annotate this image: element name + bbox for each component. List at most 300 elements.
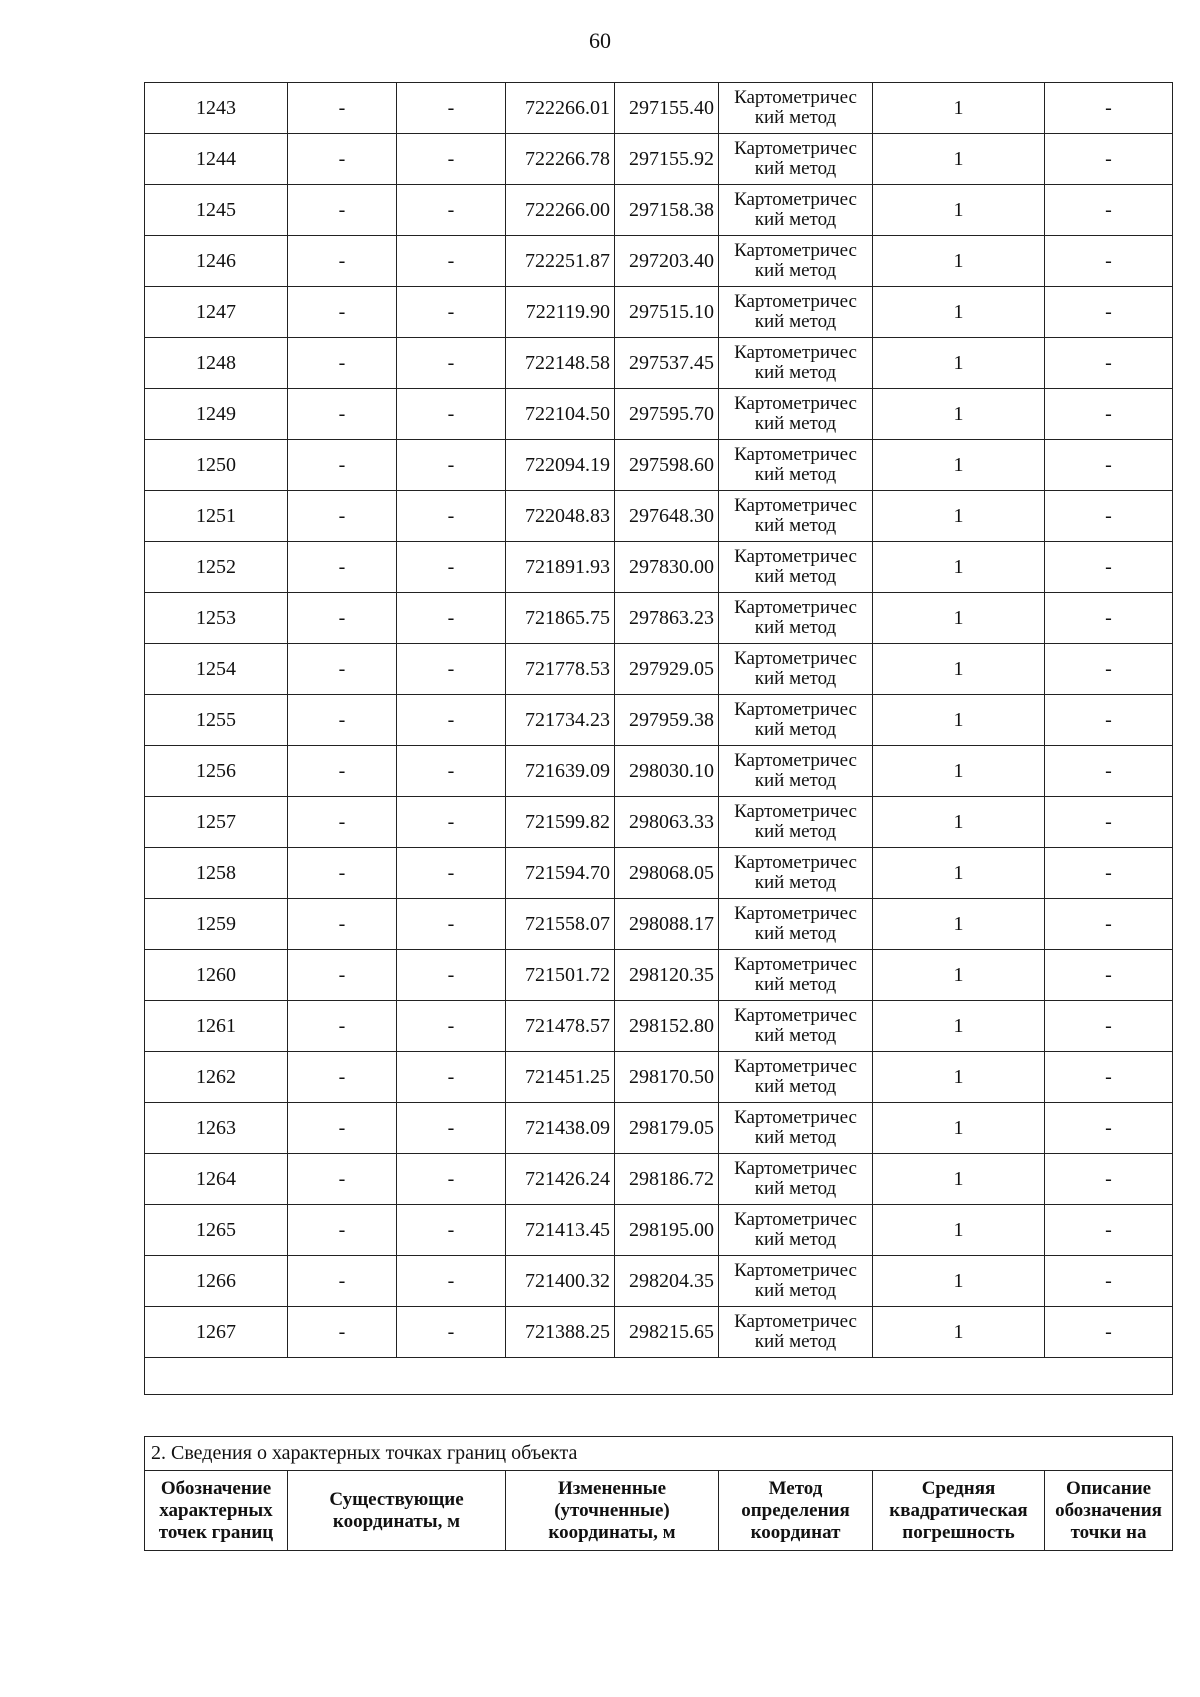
method-line: Картометричес xyxy=(734,1005,857,1026)
x-coordinate-cell: 721413.45 xyxy=(506,1205,615,1256)
existing-y-cell: - xyxy=(397,1205,506,1256)
description-cell: - xyxy=(1045,899,1173,950)
header-line: Описание xyxy=(1065,1477,1152,1499)
method-line: кий метод xyxy=(754,311,837,332)
y-coordinate-cell: 297598.60 xyxy=(615,440,719,491)
description-cell: - xyxy=(1045,1256,1173,1307)
y-coordinate-cell: 297537.45 xyxy=(615,338,719,389)
method-line: Картометричес xyxy=(734,954,857,975)
existing-y-cell: - xyxy=(397,338,506,389)
method-line: Картометричес xyxy=(734,444,857,465)
method-line: кий метод xyxy=(754,974,837,995)
method-line: Картометричес xyxy=(734,189,857,210)
method-line: Картометричес xyxy=(734,87,857,108)
point-id-cell: 1245 xyxy=(145,185,288,236)
header-changed-coords xyxy=(506,1471,719,1551)
method-line: кий метод xyxy=(754,413,837,434)
method-cell xyxy=(719,1001,873,1052)
x-coordinate-cell: 721865.75 xyxy=(506,593,615,644)
table-row xyxy=(145,1256,1173,1307)
method-line: кий метод xyxy=(754,668,837,689)
existing-x-cell: - xyxy=(288,338,397,389)
x-coordinate-cell: 721426.24 xyxy=(506,1154,615,1205)
existing-x-cell: - xyxy=(288,1001,397,1052)
description-cell: - xyxy=(1045,1052,1173,1103)
existing-x-cell: - xyxy=(288,440,397,491)
description-cell: - xyxy=(1045,1154,1173,1205)
method-cell xyxy=(719,134,873,185)
description-cell: - xyxy=(1045,236,1173,287)
description-cell: - xyxy=(1045,848,1173,899)
description-cell: - xyxy=(1045,644,1173,695)
method-line: кий метод xyxy=(754,260,837,281)
method-cell xyxy=(719,1307,873,1358)
existing-y-cell: - xyxy=(397,848,506,899)
existing-x-cell: - xyxy=(288,83,397,134)
accuracy-cell: 1 xyxy=(873,1001,1045,1052)
point-id-cell: 1244 xyxy=(145,134,288,185)
method-line: Картометричес xyxy=(734,1209,857,1230)
method-line: кий метод xyxy=(754,362,837,383)
description-cell: - xyxy=(1045,1307,1173,1358)
method-line: кий метод xyxy=(754,872,837,893)
existing-y-cell: - xyxy=(397,542,506,593)
table-row xyxy=(145,1103,1173,1154)
method-line: Картометричес xyxy=(734,750,857,771)
accuracy-cell: 1 xyxy=(873,134,1045,185)
header-line: погрешность xyxy=(902,1521,1015,1543)
accuracy-cell: 1 xyxy=(873,746,1045,797)
existing-y-cell: - xyxy=(397,1154,506,1205)
point-id-cell: 1250 xyxy=(145,440,288,491)
method-line: кий метод xyxy=(754,923,837,944)
existing-y-cell: - xyxy=(397,83,506,134)
existing-x-cell: - xyxy=(288,644,397,695)
header-line: обозначения xyxy=(1055,1499,1162,1521)
method-cell xyxy=(719,797,873,848)
table-row xyxy=(145,134,1173,185)
table-row xyxy=(145,83,1173,134)
table-row xyxy=(145,491,1173,542)
method-line: Картометричес xyxy=(734,1260,857,1281)
description-cell: - xyxy=(1045,746,1173,797)
description-cell: - xyxy=(1045,695,1173,746)
x-coordinate-cell: 722266.00 xyxy=(506,185,615,236)
point-id-cell: 1249 xyxy=(145,389,288,440)
y-coordinate-cell: 298215.65 xyxy=(615,1307,719,1358)
method-cell xyxy=(719,746,873,797)
header-line: Средняя xyxy=(921,1477,996,1499)
method-line: Картометричес xyxy=(734,546,857,567)
existing-y-cell: - xyxy=(397,287,506,338)
description-cell: - xyxy=(1045,440,1173,491)
y-coordinate-cell: 297929.05 xyxy=(615,644,719,695)
method-line: Картометричес xyxy=(734,1311,857,1332)
point-id-cell: 1246 xyxy=(145,236,288,287)
existing-y-cell: - xyxy=(397,1307,506,1358)
description-cell: - xyxy=(1045,542,1173,593)
method-line: кий метод xyxy=(754,515,837,536)
existing-y-cell: - xyxy=(397,1103,506,1154)
accuracy-cell: 1 xyxy=(873,1154,1045,1205)
method-cell xyxy=(719,1256,873,1307)
x-coordinate-cell: 722048.83 xyxy=(506,491,615,542)
x-coordinate-cell: 722094.19 xyxy=(506,440,615,491)
header-line: координаты, м xyxy=(548,1521,676,1543)
x-coordinate-cell: 722266.78 xyxy=(506,134,615,185)
y-coordinate-cell: 297595.70 xyxy=(615,389,719,440)
blank-cell xyxy=(145,1358,1173,1395)
existing-y-cell: - xyxy=(397,1001,506,1052)
method-cell xyxy=(719,185,873,236)
existing-y-cell: - xyxy=(397,134,506,185)
header-line: характерных xyxy=(159,1499,273,1521)
description-cell: - xyxy=(1045,287,1173,338)
method-cell xyxy=(719,83,873,134)
method-cell xyxy=(719,338,873,389)
accuracy-cell: 1 xyxy=(873,440,1045,491)
description-cell: - xyxy=(1045,134,1173,185)
description-cell: - xyxy=(1045,593,1173,644)
y-coordinate-cell: 297158.38 xyxy=(615,185,719,236)
existing-y-cell: - xyxy=(397,389,506,440)
header-line: (уточненные) xyxy=(554,1499,670,1521)
table-row xyxy=(145,899,1173,950)
section2-title: 2. Сведения о характерных точках границ объекта xyxy=(145,1437,1173,1471)
table-row xyxy=(145,236,1173,287)
existing-y-cell: - xyxy=(397,1256,506,1307)
header-line: определения xyxy=(741,1499,850,1521)
y-coordinate-cell: 298088.17 xyxy=(615,899,719,950)
page-number: 60 xyxy=(589,28,611,53)
header-line: Обозначение xyxy=(160,1477,272,1499)
method-cell xyxy=(719,389,873,440)
point-id-cell: 1247 xyxy=(145,287,288,338)
table-row xyxy=(145,950,1173,1001)
existing-y-cell: - xyxy=(397,797,506,848)
accuracy-cell: 1 xyxy=(873,1307,1045,1358)
accuracy-cell: 1 xyxy=(873,542,1045,593)
accuracy-cell: 1 xyxy=(873,83,1045,134)
y-coordinate-cell: 297203.40 xyxy=(615,236,719,287)
method-line: кий метод xyxy=(754,1331,837,1352)
accuracy-cell: 1 xyxy=(873,491,1045,542)
header-line: Существующие xyxy=(329,1488,464,1510)
point-id-cell: 1267 xyxy=(145,1307,288,1358)
point-id-cell: 1257 xyxy=(145,797,288,848)
method-line: кий метод xyxy=(754,1025,837,1046)
existing-y-cell: - xyxy=(397,440,506,491)
table-row xyxy=(145,593,1173,644)
existing-y-cell: - xyxy=(397,644,506,695)
description-cell: - xyxy=(1045,1001,1173,1052)
point-id-cell: 1266 xyxy=(145,1256,288,1307)
header-point-designation xyxy=(145,1471,288,1551)
method-line: кий метод xyxy=(754,107,837,128)
method-cell xyxy=(719,848,873,899)
existing-y-cell: - xyxy=(397,950,506,1001)
existing-x-cell: - xyxy=(288,1052,397,1103)
point-id-cell: 1262 xyxy=(145,1052,288,1103)
existing-x-cell: - xyxy=(288,287,397,338)
y-coordinate-cell: 297648.30 xyxy=(615,491,719,542)
method-line: кий метод xyxy=(754,566,837,587)
y-coordinate-cell: 298068.05 xyxy=(615,848,719,899)
method-line: Картометричес xyxy=(734,597,857,618)
point-id-cell: 1243 xyxy=(145,83,288,134)
point-id-cell: 1260 xyxy=(145,950,288,1001)
method-line: Картометричес xyxy=(734,648,857,669)
header-existing-coords xyxy=(288,1471,506,1551)
existing-x-cell: - xyxy=(288,1307,397,1358)
header-line: Метод xyxy=(768,1477,823,1499)
point-id-cell: 1254 xyxy=(145,644,288,695)
existing-y-cell: - xyxy=(397,695,506,746)
y-coordinate-cell: 298170.50 xyxy=(615,1052,719,1103)
existing-x-cell: - xyxy=(288,797,397,848)
boundary-points-table xyxy=(144,82,1173,1395)
method-line: кий метод xyxy=(754,158,837,179)
method-line: кий метод xyxy=(754,821,837,842)
method-line: Картометричес xyxy=(734,393,857,414)
description-cell: - xyxy=(1045,185,1173,236)
point-id-cell: 1261 xyxy=(145,1001,288,1052)
point-id-cell: 1263 xyxy=(145,1103,288,1154)
table-row xyxy=(145,338,1173,389)
accuracy-cell: 1 xyxy=(873,593,1045,644)
x-coordinate-cell: 722104.50 xyxy=(506,389,615,440)
method-line: Картометричес xyxy=(734,1107,857,1128)
header-accuracy xyxy=(873,1471,1045,1551)
x-coordinate-cell: 721478.57 xyxy=(506,1001,615,1052)
header-line: квадратическая xyxy=(889,1499,1028,1521)
method-cell xyxy=(719,1205,873,1256)
point-id-cell: 1256 xyxy=(145,746,288,797)
x-coordinate-cell: 721400.32 xyxy=(506,1256,615,1307)
method-line: кий метод xyxy=(754,617,837,638)
method-line: кий метод xyxy=(754,719,837,740)
existing-y-cell: - xyxy=(397,1052,506,1103)
section2-table xyxy=(144,1436,1173,1551)
existing-x-cell: - xyxy=(288,899,397,950)
x-coordinate-cell: 721734.23 xyxy=(506,695,615,746)
existing-y-cell: - xyxy=(397,746,506,797)
description-cell: - xyxy=(1045,389,1173,440)
x-coordinate-cell: 721891.93 xyxy=(506,542,615,593)
method-line: Картометричес xyxy=(734,1158,857,1179)
x-coordinate-cell: 721451.25 xyxy=(506,1052,615,1103)
point-id-cell: 1252 xyxy=(145,542,288,593)
accuracy-cell: 1 xyxy=(873,389,1045,440)
method-line: Картометричес xyxy=(734,1056,857,1077)
y-coordinate-cell: 298204.35 xyxy=(615,1256,719,1307)
existing-x-cell: - xyxy=(288,1103,397,1154)
x-coordinate-cell: 721558.07 xyxy=(506,899,615,950)
existing-x-cell: - xyxy=(288,542,397,593)
method-cell xyxy=(719,236,873,287)
method-cell xyxy=(719,1103,873,1154)
y-coordinate-cell: 298120.35 xyxy=(615,950,719,1001)
description-cell: - xyxy=(1045,338,1173,389)
existing-x-cell: - xyxy=(288,848,397,899)
y-coordinate-cell: 298063.33 xyxy=(615,797,719,848)
accuracy-cell: 1 xyxy=(873,1103,1045,1154)
table-row xyxy=(145,1001,1173,1052)
y-coordinate-cell: 297155.40 xyxy=(615,83,719,134)
method-cell xyxy=(719,542,873,593)
description-cell: - xyxy=(1045,950,1173,1001)
x-coordinate-cell: 722148.58 xyxy=(506,338,615,389)
table-row xyxy=(145,1307,1173,1358)
existing-x-cell: - xyxy=(288,593,397,644)
existing-y-cell: - xyxy=(397,236,506,287)
method-line: кий метод xyxy=(754,1127,837,1148)
table-row xyxy=(145,287,1173,338)
accuracy-cell: 1 xyxy=(873,1256,1045,1307)
blank-row xyxy=(145,1358,1173,1395)
y-coordinate-cell: 298186.72 xyxy=(615,1154,719,1205)
table-row xyxy=(145,848,1173,899)
existing-x-cell: - xyxy=(288,134,397,185)
accuracy-cell: 1 xyxy=(873,899,1045,950)
method-line: Картометричес xyxy=(734,495,857,516)
existing-x-cell: - xyxy=(288,1205,397,1256)
point-id-cell: 1251 xyxy=(145,491,288,542)
header-line: точек границ xyxy=(158,1521,274,1543)
y-coordinate-cell: 297155.92 xyxy=(615,134,719,185)
method-cell xyxy=(719,644,873,695)
accuracy-cell: 1 xyxy=(873,797,1045,848)
method-line: кий метод xyxy=(754,770,837,791)
accuracy-cell: 1 xyxy=(873,695,1045,746)
y-coordinate-cell: 298195.00 xyxy=(615,1205,719,1256)
x-coordinate-cell: 722266.01 xyxy=(506,83,615,134)
x-coordinate-cell: 721388.25 xyxy=(506,1307,615,1358)
method-cell xyxy=(719,1052,873,1103)
description-cell: - xyxy=(1045,797,1173,848)
method-line: кий метод xyxy=(754,1229,837,1250)
point-id-cell: 1259 xyxy=(145,899,288,950)
accuracy-cell: 1 xyxy=(873,1052,1045,1103)
method-line: Картометричес xyxy=(734,852,857,873)
accuracy-cell: 1 xyxy=(873,338,1045,389)
existing-x-cell: - xyxy=(288,950,397,1001)
method-cell xyxy=(719,440,873,491)
header-line: координат xyxy=(750,1521,841,1543)
existing-x-cell: - xyxy=(288,695,397,746)
table-row xyxy=(145,797,1173,848)
y-coordinate-cell: 297863.23 xyxy=(615,593,719,644)
method-cell xyxy=(719,899,873,950)
method-cell xyxy=(719,491,873,542)
description-cell: - xyxy=(1045,491,1173,542)
existing-x-cell: - xyxy=(288,185,397,236)
x-coordinate-cell: 721594.70 xyxy=(506,848,615,899)
method-cell xyxy=(719,1154,873,1205)
method-line: кий метод xyxy=(754,209,837,230)
method-line: Картометричес xyxy=(734,342,857,363)
y-coordinate-cell: 298179.05 xyxy=(615,1103,719,1154)
table-row xyxy=(145,440,1173,491)
table-row xyxy=(145,746,1173,797)
table-row xyxy=(145,1052,1173,1103)
point-id-cell: 1264 xyxy=(145,1154,288,1205)
accuracy-cell: 1 xyxy=(873,287,1045,338)
existing-y-cell: - xyxy=(397,593,506,644)
method-line: кий метод xyxy=(754,1178,837,1199)
y-coordinate-cell: 298152.80 xyxy=(615,1001,719,1052)
x-coordinate-cell: 721438.09 xyxy=(506,1103,615,1154)
accuracy-cell: 1 xyxy=(873,950,1045,1001)
existing-x-cell: - xyxy=(288,746,397,797)
point-id-cell: 1253 xyxy=(145,593,288,644)
description-cell: - xyxy=(1045,1103,1173,1154)
accuracy-cell: 1 xyxy=(873,848,1045,899)
existing-x-cell: - xyxy=(288,389,397,440)
x-coordinate-cell: 722119.90 xyxy=(506,287,615,338)
table-row xyxy=(145,644,1173,695)
point-id-cell: 1258 xyxy=(145,848,288,899)
x-coordinate-cell: 721778.53 xyxy=(506,644,615,695)
method-line: Картометричес xyxy=(734,138,857,159)
table-row xyxy=(145,695,1173,746)
description-cell: - xyxy=(1045,83,1173,134)
method-line: кий метод xyxy=(754,1076,837,1097)
table-row xyxy=(145,1154,1173,1205)
y-coordinate-cell: 297515.10 xyxy=(615,287,719,338)
table-row xyxy=(145,185,1173,236)
existing-x-cell: - xyxy=(288,236,397,287)
y-coordinate-cell: 297830.00 xyxy=(615,542,719,593)
header-method xyxy=(719,1471,873,1551)
x-coordinate-cell: 721639.09 xyxy=(506,746,615,797)
method-cell xyxy=(719,950,873,1001)
accuracy-cell: 1 xyxy=(873,1205,1045,1256)
table-row xyxy=(145,542,1173,593)
existing-y-cell: - xyxy=(397,185,506,236)
x-coordinate-cell: 721599.82 xyxy=(506,797,615,848)
header-line: координаты, м xyxy=(332,1510,461,1532)
header-line: Измененные xyxy=(557,1477,667,1499)
method-cell xyxy=(719,593,873,644)
header-line: точки на xyxy=(1070,1521,1147,1543)
y-coordinate-cell: 297959.38 xyxy=(615,695,719,746)
method-line: Картометричес xyxy=(734,291,857,312)
method-line: Картометричес xyxy=(734,699,857,720)
method-line: Картометричес xyxy=(734,801,857,822)
method-line: Картометричес xyxy=(734,240,857,261)
existing-y-cell: - xyxy=(397,491,506,542)
method-line: кий метод xyxy=(754,464,837,485)
y-coordinate-cell: 298030.10 xyxy=(615,746,719,797)
point-id-cell: 1255 xyxy=(145,695,288,746)
table-row xyxy=(145,389,1173,440)
point-id-cell: 1248 xyxy=(145,338,288,389)
existing-y-cell: - xyxy=(397,899,506,950)
point-id-cell: 1265 xyxy=(145,1205,288,1256)
method-cell xyxy=(719,695,873,746)
x-coordinate-cell: 722251.87 xyxy=(506,236,615,287)
description-cell: - xyxy=(1045,1205,1173,1256)
method-cell xyxy=(719,287,873,338)
method-line: Картометричес xyxy=(734,903,857,924)
existing-x-cell: - xyxy=(288,1154,397,1205)
accuracy-cell: 1 xyxy=(873,185,1045,236)
table-row xyxy=(145,1205,1173,1256)
existing-x-cell: - xyxy=(288,491,397,542)
x-coordinate-cell: 721501.72 xyxy=(506,950,615,1001)
header-description xyxy=(1045,1471,1173,1551)
